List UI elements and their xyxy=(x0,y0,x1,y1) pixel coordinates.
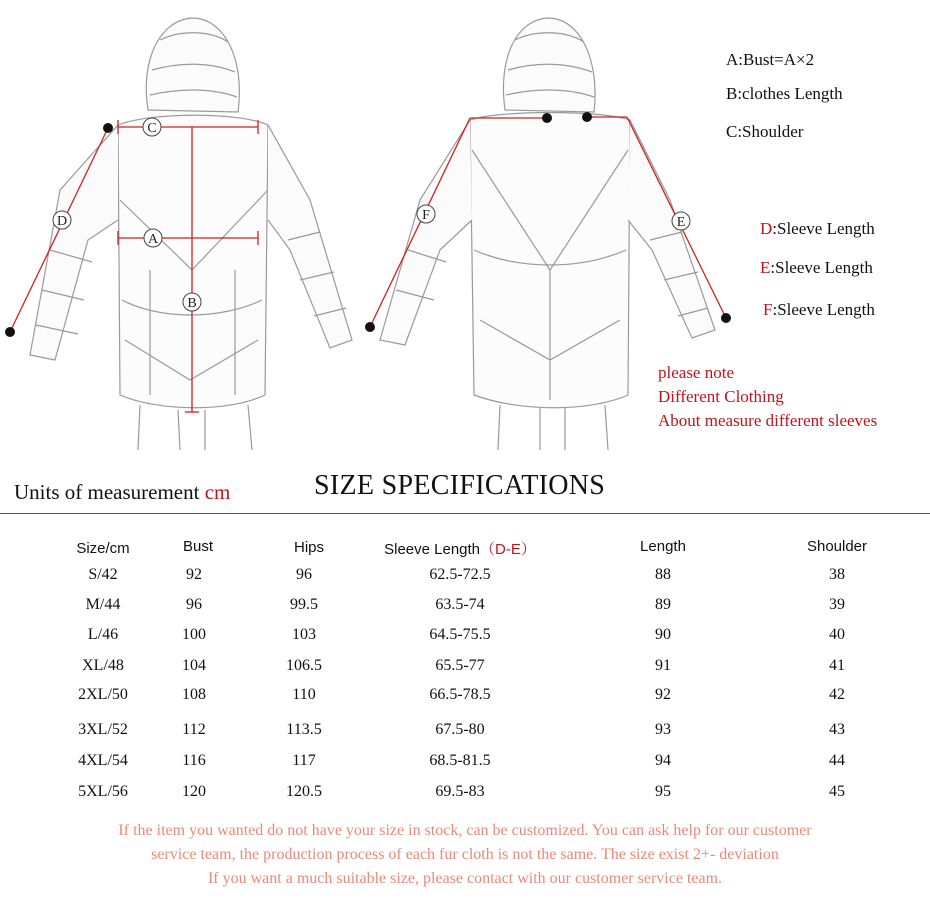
note-line-2: Different Clothing xyxy=(658,387,784,406)
legend-letter-d: D xyxy=(760,219,773,238)
cell-bust: 120 xyxy=(182,783,206,800)
cell-shoulder: 45 xyxy=(829,783,845,800)
svg-text:D: D xyxy=(56,214,68,229)
cell-bust: 108 xyxy=(182,686,206,703)
cell-length: 88 xyxy=(655,566,671,583)
marker-a xyxy=(144,229,162,247)
cell-shoulder: 40 xyxy=(829,626,845,643)
cell-length: 93 xyxy=(655,721,671,738)
legend-sleeve-f xyxy=(763,300,875,320)
header-sleeve-length xyxy=(384,538,536,559)
cell-sleeve: 62.5-72.5 xyxy=(429,566,491,583)
cell-length: 90 xyxy=(655,626,671,643)
cell-sleeve: 69.5-83 xyxy=(435,783,485,800)
cell-size: 2XL/50 xyxy=(78,686,128,703)
cell-bust: 112 xyxy=(182,721,206,738)
legend-bust: A:Bust=A×2 xyxy=(726,50,815,69)
marker-f xyxy=(417,205,435,223)
cell-size: 4XL/54 xyxy=(78,752,128,769)
cell-length: 89 xyxy=(655,596,671,613)
cell-hips: 103 xyxy=(292,626,316,643)
note-line-3: About measure different sleeves xyxy=(658,411,878,430)
svg-text:A: A xyxy=(147,232,159,247)
svg-text:C: C xyxy=(147,121,157,136)
header-bust: Bust xyxy=(182,538,214,555)
header-shoulder: Shoulder xyxy=(806,538,868,555)
back-coat-sketch xyxy=(380,18,715,450)
page-title: SIZE SPECIFICATIONS xyxy=(314,470,606,501)
cell-bust: 104 xyxy=(182,657,206,674)
cell-length: 95 xyxy=(655,783,671,800)
cell-length: 92 xyxy=(655,686,671,703)
svg-text:E: E xyxy=(676,215,686,230)
cell-shoulder: 39 xyxy=(829,596,845,613)
footer-line-2: service team, the production process of each fur cloth is not the same. The size exist 2+- deviation xyxy=(151,846,779,863)
cell-sleeve: 66.5-78.5 xyxy=(429,686,491,703)
cell-hips: 120.5 xyxy=(286,783,322,800)
header-sleeve-label: Sleeve Length xyxy=(384,541,481,558)
cell-length: 91 xyxy=(655,657,671,674)
cell-hips: 110 xyxy=(292,686,316,703)
front-coat-sketch xyxy=(30,18,352,450)
cell-hips: 106.5 xyxy=(286,657,322,674)
header-hips: Hips xyxy=(293,539,325,556)
footer-line-3: If you want a much suitable size, please contact with our customer service team. xyxy=(207,870,723,887)
note-line-1: please note xyxy=(658,363,734,382)
marker-b xyxy=(183,293,201,311)
footer-line-1: If the item you wanted do not have your size in stock, can be customized. You can ask help for our customer xyxy=(118,822,812,839)
marker-c xyxy=(143,118,161,136)
cell-hips: 117 xyxy=(292,752,316,769)
legend-text-e: :Sleeve Length xyxy=(770,258,873,277)
units-label: Units of measurement xyxy=(14,480,200,504)
cell-hips: 96 xyxy=(296,566,312,583)
header-length: Length xyxy=(640,538,686,555)
legend-text-f: :Sleeve Length xyxy=(772,300,875,319)
legend-sleeve-e xyxy=(760,258,873,278)
legend-letter-e: E xyxy=(760,258,771,277)
cell-sleeve: 67.5-80 xyxy=(435,721,485,738)
cell-bust: 116 xyxy=(182,752,206,769)
svg-text:F: F xyxy=(422,208,430,223)
cell-sleeve: 64.5-75.5 xyxy=(429,626,491,643)
svg-text:B: B xyxy=(187,296,197,311)
legend-length: B:clothes Length xyxy=(726,84,843,103)
cell-sleeve: 63.5-74 xyxy=(435,596,485,613)
cell-sleeve: 68.5-81.5 xyxy=(429,752,491,769)
cell-size: 3XL/52 xyxy=(78,721,128,738)
cell-bust: 92 xyxy=(186,566,202,583)
legend-shoulder: C:Shoulder xyxy=(726,122,804,141)
legend-sleeve-d xyxy=(760,219,875,239)
cell-sleeve: 65.5-77 xyxy=(435,657,485,674)
cell-hips: 113.5 xyxy=(286,721,322,738)
marker-e xyxy=(672,212,690,230)
cell-size: M/44 xyxy=(85,596,121,613)
cell-shoulder: 41 xyxy=(829,657,845,674)
cell-size: 5XL/56 xyxy=(78,783,128,800)
header-sleeve-suffix: （D-E） xyxy=(480,541,536,558)
cell-hips: 99.5 xyxy=(290,596,318,613)
legend-text-d: :Sleeve Length xyxy=(772,219,875,238)
legend-letter-f: F xyxy=(763,300,773,319)
units-of-measurement xyxy=(14,480,230,505)
cell-shoulder: 44 xyxy=(829,752,845,769)
divider xyxy=(0,513,930,514)
cell-shoulder: 42 xyxy=(829,686,845,703)
header-size: Size/cm xyxy=(76,540,130,557)
cell-shoulder: 43 xyxy=(829,721,845,738)
units-value: cm xyxy=(204,480,231,504)
cell-bust: 96 xyxy=(186,596,202,613)
cell-shoulder: 38 xyxy=(829,566,845,583)
cell-length: 94 xyxy=(655,752,671,769)
cell-size: L/46 xyxy=(87,626,119,643)
cell-size: XL/48 xyxy=(82,657,124,674)
marker-d xyxy=(53,211,71,229)
cell-size: S/42 xyxy=(88,566,118,583)
cell-bust: 100 xyxy=(182,626,206,643)
